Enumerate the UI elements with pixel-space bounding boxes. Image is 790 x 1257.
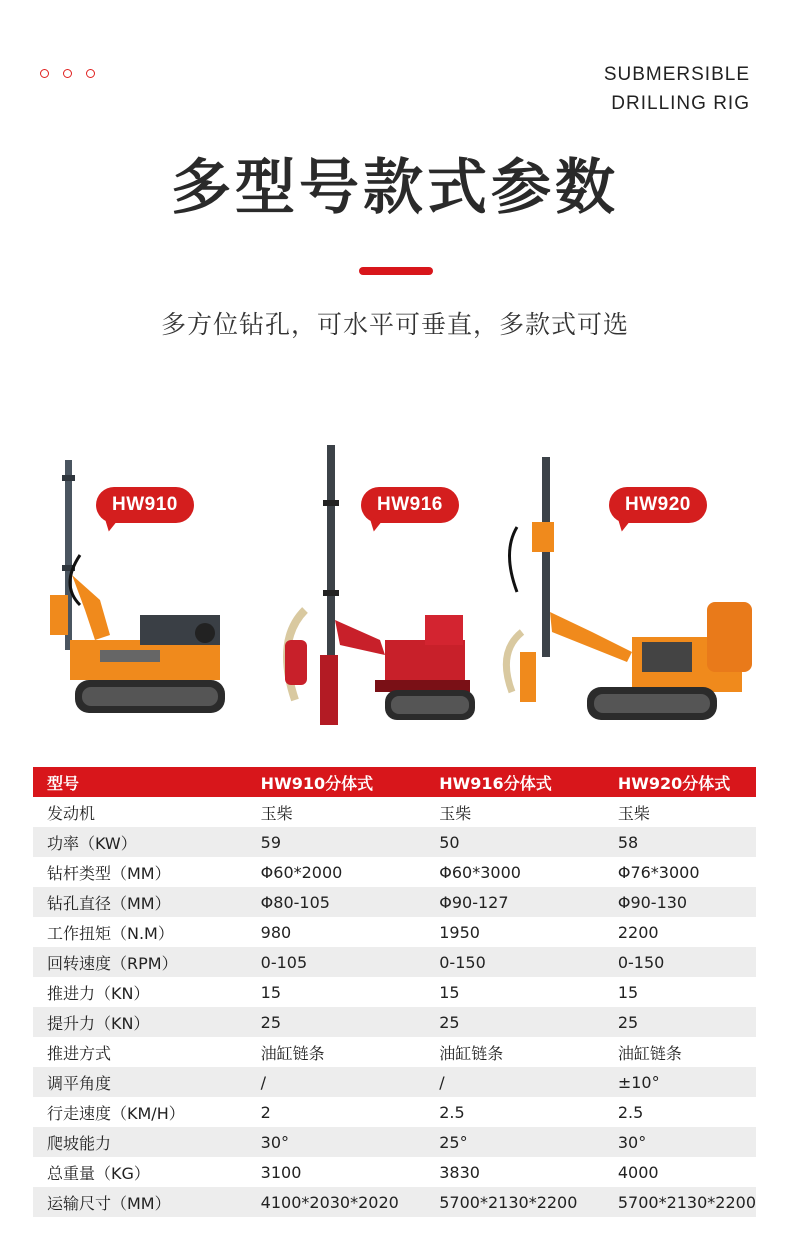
table-row-label: 钻孔直径（MM）: [33, 887, 247, 917]
table-cell: 1950: [425, 917, 604, 947]
drill-rig-hw916-image: [265, 440, 475, 730]
table-header-cell: HW910分体式: [247, 767, 426, 797]
model-tag-hw916: HW916: [361, 487, 459, 523]
table-cell: Φ76*3000: [604, 857, 756, 887]
page-title: 多型号款式参数: [171, 153, 619, 223]
table-row: [33, 947, 756, 977]
table-row: [33, 797, 756, 827]
decorative-dots: [40, 69, 95, 78]
table-cell: /: [425, 1067, 604, 1097]
table-cell: 2.5: [425, 1097, 604, 1127]
table-row-label: 功率（KW）: [33, 827, 247, 857]
table-row-label: 行走速度（KM/H）: [33, 1097, 247, 1127]
brand-line-1: SUBMERSIBLE: [603, 64, 750, 85]
dot-icon: [86, 69, 95, 78]
table-row-label: 回转速度（RPM）: [33, 947, 247, 977]
table-cell: 油缸链条: [247, 1037, 426, 1067]
table-cell: 15: [247, 977, 426, 1007]
table-row-label: 运输尺寸（MM）: [33, 1187, 247, 1217]
table-cell: 5700*2130*2200: [604, 1187, 756, 1217]
table-row: [33, 1187, 756, 1217]
dot-icon: [40, 69, 49, 78]
table-cell: 30°: [247, 1127, 426, 1157]
table-row-label: 调平角度: [33, 1067, 247, 1097]
table-cell: Φ80-105: [247, 887, 426, 917]
table-cell: 玉柴: [604, 797, 756, 827]
table-row-label: 推进方式: [33, 1037, 247, 1067]
table-cell: 0-150: [604, 947, 756, 977]
table-cell: 4100*2030*2020: [247, 1187, 426, 1217]
table-cell: 玉柴: [247, 797, 426, 827]
table-cell: 0-105: [247, 947, 426, 977]
table-row-label: 钻杆类型（MM）: [33, 857, 247, 887]
table-row: [33, 1157, 756, 1187]
table-row-label: 提升力（KN）: [33, 1007, 247, 1037]
table-row-label: 总重量（KG）: [33, 1157, 247, 1187]
table-row-label: 工作扭矩（N.M）: [33, 917, 247, 947]
table-header-row: [33, 767, 756, 797]
table-header-cell: 型号: [33, 767, 247, 797]
table-row: [33, 917, 756, 947]
table-row: [33, 1097, 756, 1127]
table-row-label: 爬坡能力: [33, 1127, 247, 1157]
table-header-cell: HW920分体式: [604, 767, 756, 797]
table-row: [33, 977, 756, 1007]
table-cell: 2.5: [604, 1097, 756, 1127]
table-cell: Φ60*2000: [247, 857, 426, 887]
brand-line-2: DRILLING RIG: [611, 93, 750, 114]
table-cell: Φ60*3000: [425, 857, 604, 887]
table-cell: 980: [247, 917, 426, 947]
table-cell: 4000: [604, 1157, 756, 1187]
table-cell: 2: [247, 1097, 426, 1127]
table-row: [33, 827, 756, 857]
table-cell: /: [247, 1067, 426, 1097]
brand-text: [604, 60, 750, 118]
table-cell: 25: [604, 1007, 756, 1037]
table-row: [33, 1007, 756, 1037]
table-cell: 25°: [425, 1127, 604, 1157]
table-cell: Φ90-130: [604, 887, 756, 917]
table-cell: 玉柴: [425, 797, 604, 827]
table-cell: 15: [425, 977, 604, 1007]
table-cell: 油缸链条: [425, 1037, 604, 1067]
table-cell: Φ90-127: [425, 887, 604, 917]
table-cell: 25: [425, 1007, 604, 1037]
table-row-label: 推进力（KN）: [33, 977, 247, 1007]
table-row: [33, 1037, 756, 1067]
table-row: [33, 1067, 756, 1097]
table-cell: 2200: [604, 917, 756, 947]
table-cell: 59: [247, 827, 426, 857]
table-cell: 15: [604, 977, 756, 1007]
model-tag-hw910: HW910: [96, 487, 194, 523]
model-tag-hw920: HW920: [609, 487, 707, 523]
table-cell: 58: [604, 827, 756, 857]
table-header-cell: HW916分体式: [425, 767, 604, 797]
table-cell: 25: [247, 1007, 426, 1037]
table-row: [33, 887, 756, 917]
dot-icon: [63, 69, 72, 78]
title-underline: [359, 267, 433, 275]
table-cell: 0-150: [425, 947, 604, 977]
table-cell: ±10°: [604, 1067, 756, 1097]
table-cell: 50: [425, 827, 604, 857]
page-subtitle: 多方位钻孔，可水平可垂直，多款式可选: [160, 310, 629, 339]
table-row: [33, 1127, 756, 1157]
table-row-label: 发动机: [33, 797, 247, 827]
table-cell: 5700*2130*2200: [425, 1187, 604, 1217]
spec-table: [33, 767, 756, 1217]
table-cell: 油缸链条: [604, 1037, 756, 1067]
table-row: [33, 857, 756, 887]
table-cell: 30°: [604, 1127, 756, 1157]
table-cell: 3100: [247, 1157, 426, 1187]
table-cell: 3830: [425, 1157, 604, 1187]
